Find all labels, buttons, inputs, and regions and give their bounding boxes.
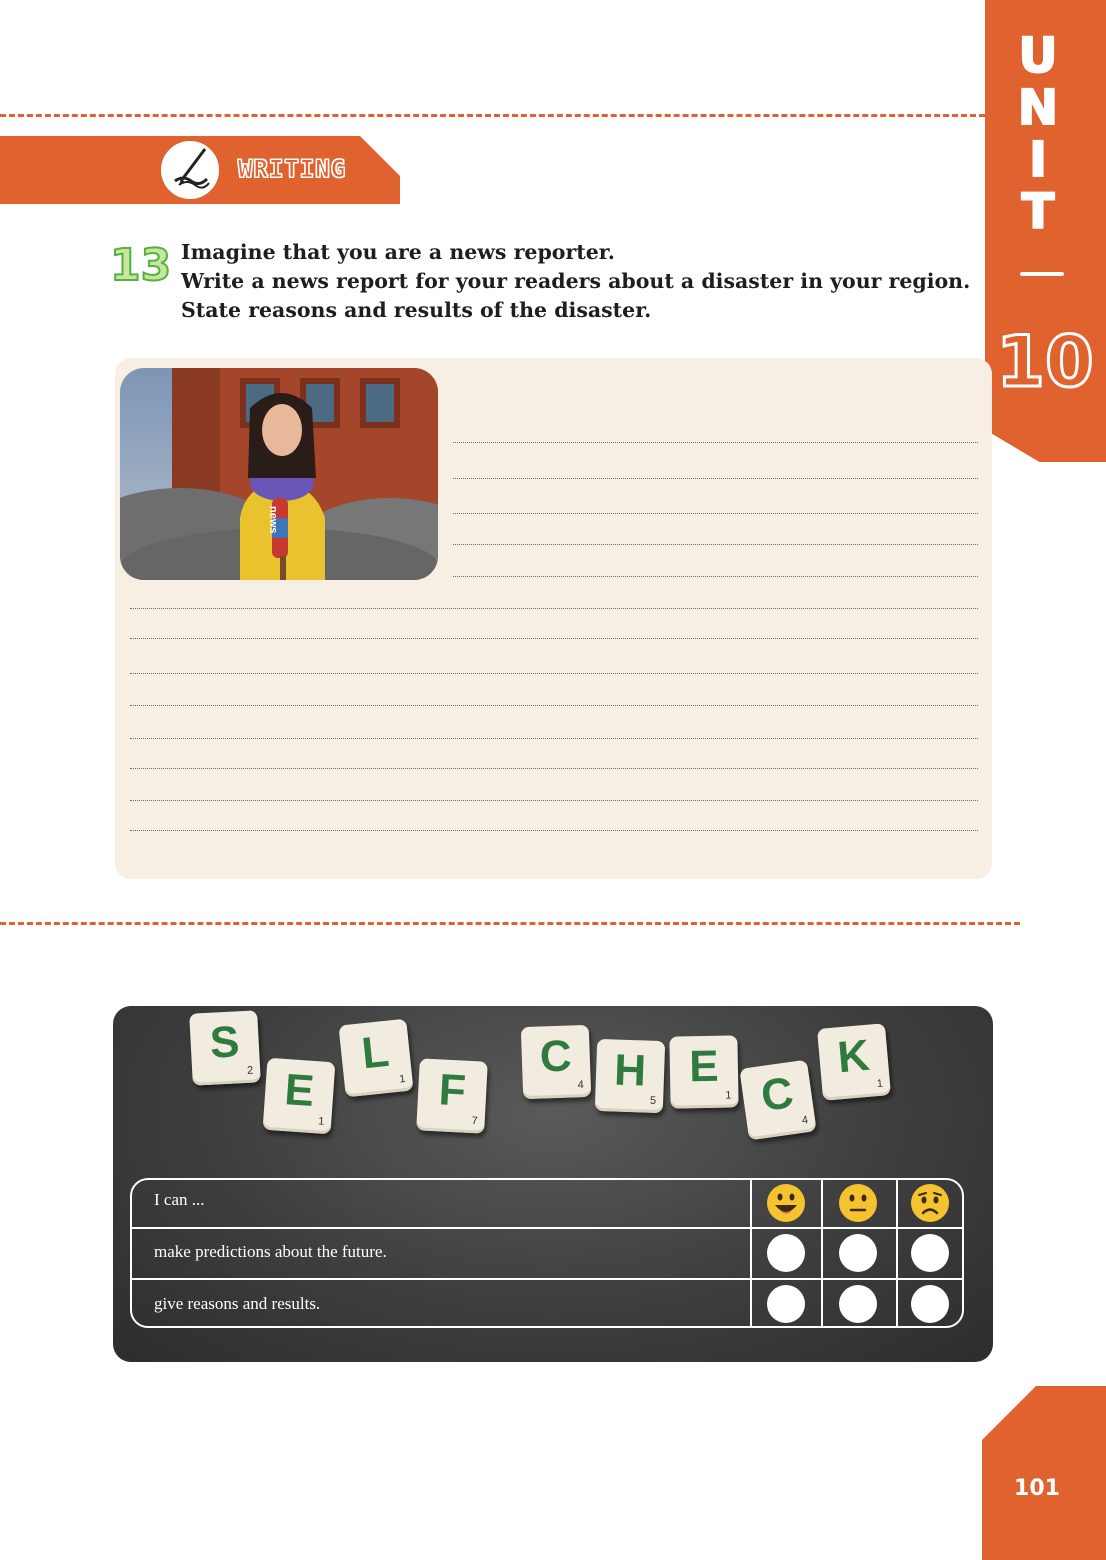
page-corner	[982, 1386, 1106, 1560]
answer-circle[interactable]	[839, 1234, 877, 1272]
news-reporter-illustration	[120, 368, 438, 580]
letter-tile: C 4	[739, 1060, 816, 1141]
task-instructions	[181, 238, 991, 325]
writing-line[interactable]	[453, 442, 978, 443]
letter-tile: L 1	[338, 1019, 413, 1098]
table-divider	[821, 1178, 823, 1328]
mic-label: news	[267, 506, 279, 534]
task-line: Write a news report for your readers about a disaster in your region.	[181, 269, 971, 293]
task-line: State reasons and results of the disaster.	[181, 298, 652, 322]
pen-writing-icon	[158, 138, 222, 202]
letter-tile: E 1	[669, 1035, 738, 1108]
writing-line[interactable]	[130, 638, 978, 639]
self-check-header: I can ...	[154, 1190, 205, 1209]
top-dashed-divider	[0, 114, 985, 117]
writing-line[interactable]	[130, 705, 978, 706]
self-check-row-label: make predictions about the future.	[154, 1242, 387, 1261]
unit-letter: T	[1021, 184, 1055, 240]
unit-letter: U	[1018, 28, 1058, 84]
table-divider	[750, 1178, 752, 1328]
middle-dashed-divider	[0, 922, 1020, 925]
task-number: 13	[110, 240, 172, 291]
section-title: WRITING	[238, 155, 347, 183]
task-line: Imagine that you are a news reporter.	[181, 240, 615, 264]
writing-line[interactable]	[130, 738, 978, 739]
letter-tile: S 2	[189, 1010, 261, 1085]
neutral-face-icon	[838, 1183, 878, 1223]
unit-label	[1008, 30, 1068, 238]
writing-line[interactable]	[130, 608, 978, 609]
writing-line[interactable]	[453, 513, 978, 514]
answer-circle[interactable]	[911, 1234, 949, 1272]
self-check-row-label: give reasons and results.	[154, 1294, 321, 1313]
writing-line[interactable]	[453, 478, 978, 479]
unit-number: 10	[996, 321, 1094, 403]
writing-line[interactable]	[130, 768, 978, 769]
writing-line[interactable]	[130, 800, 978, 801]
letter-tile: K 1	[817, 1023, 891, 1101]
answer-circle[interactable]	[767, 1285, 805, 1323]
writing-line[interactable]	[130, 673, 978, 674]
letter-tile: H 5	[595, 1039, 665, 1113]
unit-letter: I	[1029, 132, 1047, 188]
table-divider	[896, 1178, 898, 1328]
letter-tile: E 1	[263, 1058, 336, 1135]
unit-divider	[1020, 272, 1064, 276]
letter-tile: F 7	[416, 1058, 488, 1133]
worried-face-icon	[910, 1183, 950, 1223]
writing-line[interactable]	[453, 544, 978, 545]
answer-circle[interactable]	[911, 1285, 949, 1323]
table-divider	[130, 1227, 964, 1229]
letter-tile: C 4	[521, 1025, 591, 1099]
table-divider	[130, 1278, 964, 1280]
writing-line[interactable]	[130, 830, 978, 831]
writing-line[interactable]	[453, 576, 978, 577]
answer-circle[interactable]	[767, 1234, 805, 1272]
happy-face-icon	[766, 1183, 806, 1223]
answer-circle[interactable]	[839, 1285, 877, 1323]
unit-letter: N	[1017, 80, 1059, 136]
page-number: 101	[1014, 1476, 1060, 1501]
